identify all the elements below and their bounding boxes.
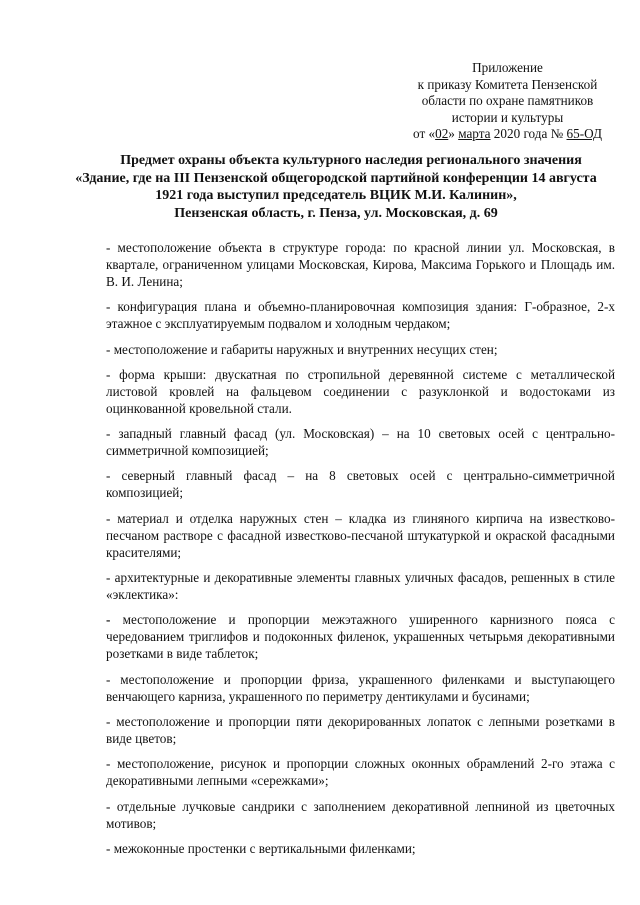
- list-item-text: местоположение и пропорции межэтажного уширенного карнизного пояса с чередованием триглифов и подоконных филенок, украшенных четырьмя декоративными розетками в виде таблеток;: [106, 612, 615, 662]
- list-item: - отдельные лучковые сандрики с заполнением декоративной лепниной из цветочных мотивов;: [106, 798, 615, 831]
- document-heading: [58, 152, 614, 222]
- appendix-title: Приложение: [472, 60, 543, 75]
- list-item: - местоположение и пропорции пяти декорированных лопаток с лепными розетками в виде цветов;: [106, 713, 615, 746]
- date-year: 2020 года №: [490, 126, 567, 142]
- list-item: - форма крыши: двускатная по стропильной деревянной системе с металлической листовой кровлей на фальцевом соединении с разуклонкой и водостоками из оцинкованной кровельной стали.: [106, 366, 615, 416]
- list-item: - местоположение, рисунок и пропорции сложных оконных обрамлений 2-го этажа с декоративными лепными «сережками»;: [106, 756, 615, 789]
- heading-line-1: Предмет охраны объекта культурного наследия регионального значения: [120, 153, 582, 168]
- list-item: - северный главный фасад – на 8 световых осей с центрально-симметричной композицией;: [106, 468, 615, 501]
- list-item: - материал и отделка наружных стен – кладка из глиняного кирпича на известково-песчаном растворе с фасадной известково-песчаной штукатуркой и окраской фасадными красителями;: [106, 510, 615, 560]
- protection-items-list: [106, 239, 615, 865]
- list-item: - местоположение и габариты наружных и внутренних несущих стен;: [106, 341, 498, 357]
- heading-line-3: 1921 года выступил председатель ВЦИК М.И. Калинин»,: [155, 188, 517, 203]
- order-number: 65-ОД: [566, 126, 602, 142]
- appendix-order-line: к приказу Комитета Пензенской: [417, 76, 598, 92]
- list-item: - местоположение и пропорции фриза, украшенного филенками и выступающего венчающего карниза, украшенного по периметру дентикулами и бусинами;: [106, 671, 615, 704]
- date-prefix: от «: [413, 126, 436, 142]
- list-item: - межоконные простенки с вертикальными филенками;: [106, 840, 416, 856]
- order-day: 02: [435, 126, 449, 142]
- appendix-committee-line: области по охране памятников: [421, 93, 594, 109]
- list-item: - конфигурация плана и объемно-планировочная композиция здания: Г-образное, 2-х этажное с эксплуатируемым подвалом и холодным чердаком;: [106, 299, 615, 332]
- date-sep: »: [448, 126, 459, 142]
- appendix-history-line: истории и культуры: [451, 109, 564, 125]
- bold-dash: -: [106, 612, 111, 628]
- heading-line-4: Пензенская область, г. Пенза, ул. Московская, д. 69: [174, 205, 498, 221]
- appendix-block: [400, 60, 615, 143]
- list-item: [106, 611, 615, 662]
- list-item: - архитектурные и декоративные элементы главных уличных фасадов, решенных в стиле «эклектика»:: [106, 570, 615, 603]
- list-item: - западный главный фасад (ул. Московская) – на 10 световых осей с центрально-симметричной композицией;: [106, 426, 615, 459]
- heading-line-2: «Здание, где на III Пензенской общегородской партийной конференции 14 августа: [75, 170, 597, 186]
- order-month: марта: [458, 126, 491, 142]
- list-item: - местоположение объекта в структуре города: по красной линии ул. Московская, в квартале, ограниченном улицами Московская, Кирова, Максима Горького и Площадь им. В. И. Ленина;: [106, 240, 615, 289]
- appendix-date-line: [400, 126, 615, 143]
